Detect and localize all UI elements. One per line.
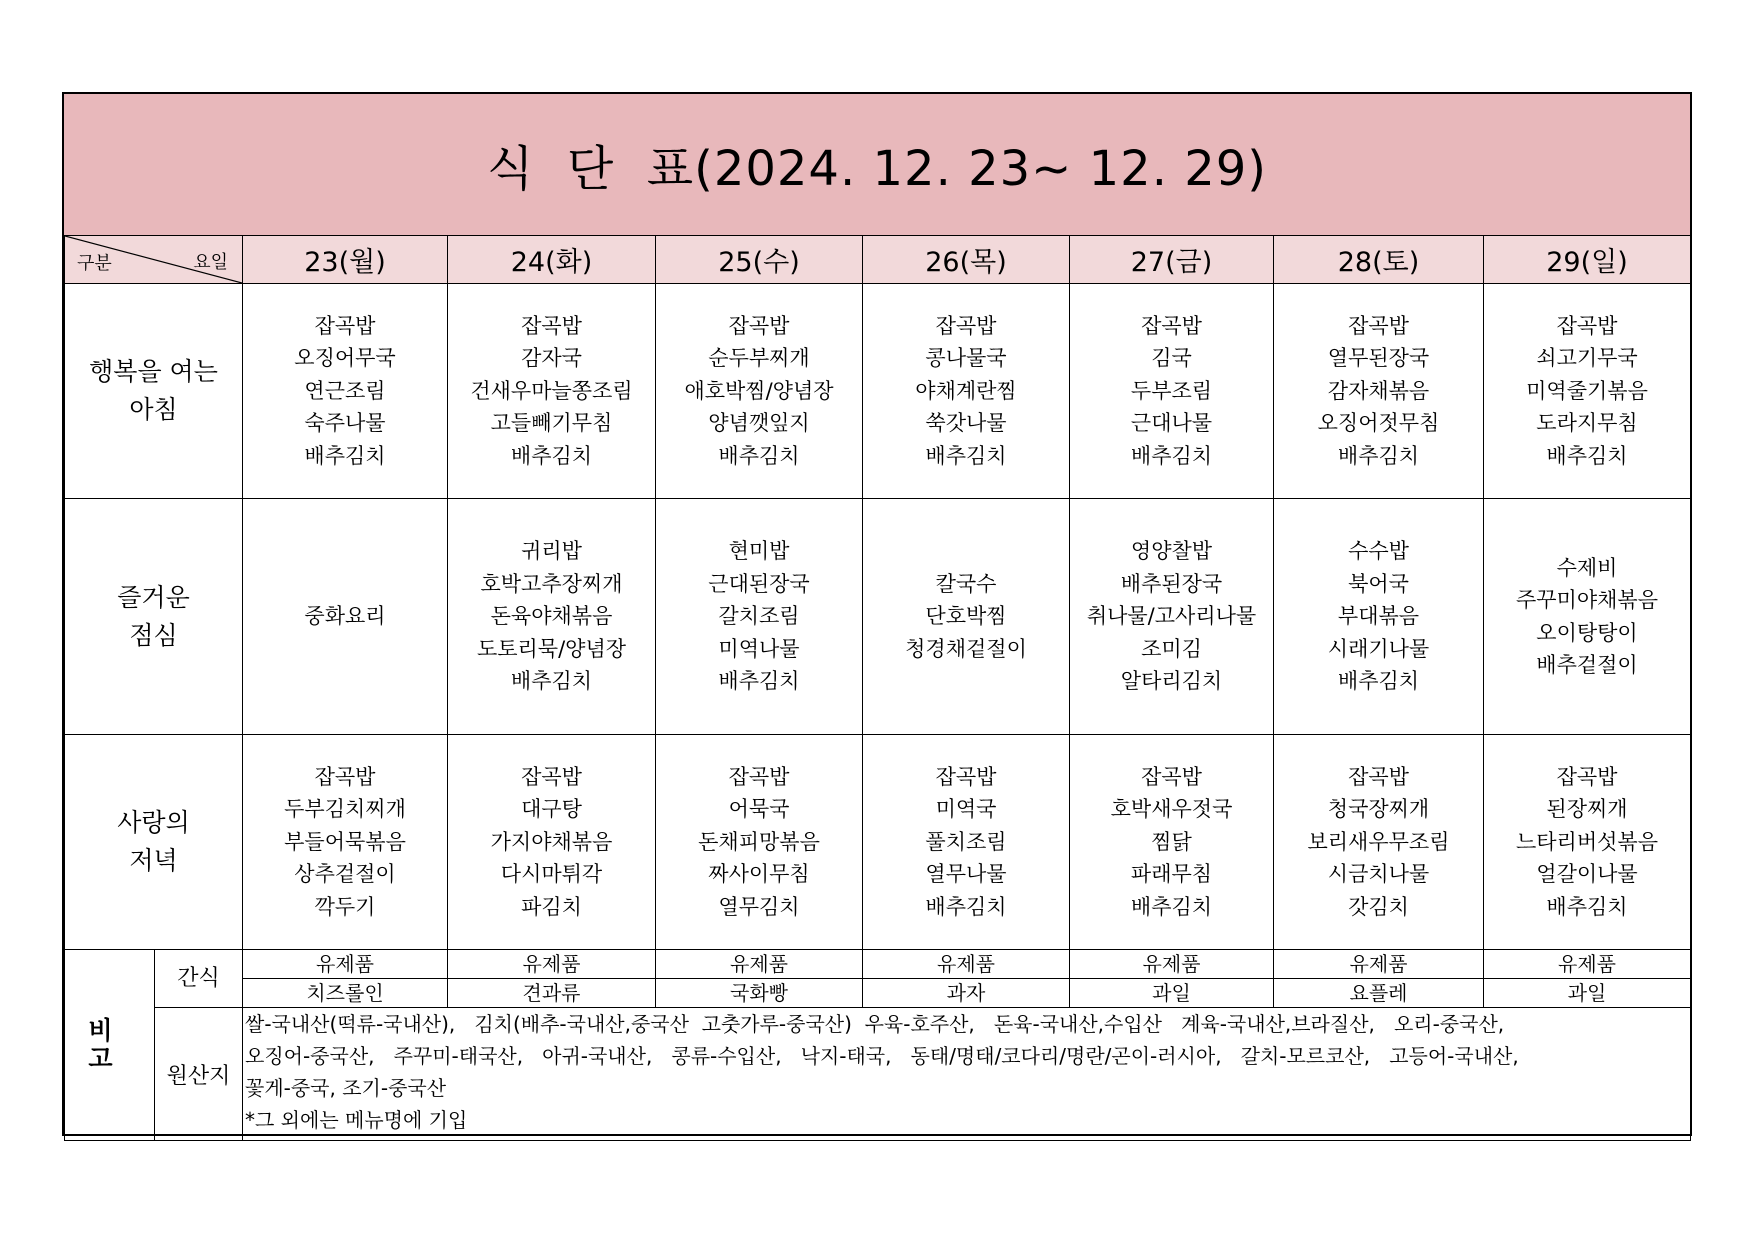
dish-item: 잡곡밥 — [1141, 764, 1202, 789]
dish-item: 양념깻잎지 — [708, 411, 810, 436]
dish-item: 잡곡밥 — [1348, 313, 1409, 338]
dish-item: 감자채볶음 — [1327, 378, 1430, 403]
day-header: 25(수) — [656, 236, 863, 284]
dish-item: 주꾸미야채볶음 — [1515, 588, 1658, 612]
dish-item: 취나물/고사리나물 — [1086, 604, 1257, 629]
dish-item: 배추김치 — [304, 443, 386, 468]
menu-cell — [1070, 284, 1274, 499]
dish-item: 어묵국 — [728, 797, 790, 822]
dish-item: 두부김치찌개 — [284, 797, 406, 822]
dish-item: 갈치조림 — [718, 604, 800, 629]
menu-cell — [656, 735, 863, 950]
dish-item: 배추김치 — [1130, 894, 1213, 919]
day-header: 24(화) — [448, 236, 656, 284]
origin-row — [65, 1008, 1691, 1141]
dish-item: 도토리묵/양념장 — [476, 636, 627, 661]
dish-item: 상추겉절이 — [294, 862, 396, 887]
dish-item: 알타리김치 — [1120, 669, 1223, 694]
dish-item: 배추김치 — [718, 443, 800, 468]
dish-item: 시래기나물 — [1327, 636, 1430, 661]
corner-category-label: 구분 — [77, 253, 112, 274]
dish-item: 귀리밥 — [521, 539, 582, 564]
origin-text — [243, 1008, 1691, 1141]
snack-cell: 과자 — [863, 979, 1070, 1008]
menu-cell — [448, 499, 656, 735]
menu-cell — [243, 735, 448, 950]
dish-item: 풀치조림 — [925, 829, 1007, 854]
origin-line: 꽃게-중국, 조기-중국산 — [245, 1076, 447, 1100]
dish-item: 돈채피망볶음 — [698, 829, 820, 854]
dish-item: 오징어무국 — [294, 346, 396, 371]
dish-item: 부대볶음 — [1337, 604, 1420, 629]
breakfast-label: 행복을 여는 아침 — [65, 284, 243, 499]
dish-item: 배추김치 — [925, 894, 1007, 919]
dish-item: 대구탕 — [521, 797, 582, 822]
dish-item: 파김치 — [521, 894, 582, 919]
dish-item: 짜사이무침 — [708, 862, 810, 887]
dish-item: 배추김치 — [1130, 443, 1213, 468]
dish-item: 잡곡밥 — [314, 764, 376, 789]
dish-item: 숙주나물 — [304, 411, 386, 436]
menu-cell — [1274, 284, 1484, 499]
dish-item: 시금치나물 — [1327, 862, 1430, 887]
snack-row-1 — [65, 950, 1691, 979]
origin-line: 쌀-국내산(떡류-국내산), 김치(배추-국내산,중국산 고춧가루-중국산) 우육-호주산, 돈육-국내산,수입산 계육-국내산,브라질산, 오리-중국산, — [245, 1012, 1505, 1036]
origin-line: 오징어-중국산, 주꾸미-태국산, 아귀-국내산, 콩류-수입산, 낙지-태국, 동태/명태/코다리/명란/곤이-러시아, 갈치-모르코산, 고등어-국내산, — [245, 1044, 1519, 1068]
menu-cell — [863, 735, 1070, 950]
dish-item: 호박고추장찌개 — [480, 571, 623, 596]
breakfast-row — [65, 284, 1691, 499]
dish-item: 배추겉절이 — [1536, 653, 1638, 677]
dish-item: 수제비 — [1556, 555, 1618, 580]
dish-item: 애호박찜/양념장 — [684, 378, 834, 403]
dish-item: 잡곡밥 — [1556, 764, 1618, 789]
dish-item: 배추김치 — [718, 669, 800, 694]
dish-item: 잡곡밥 — [935, 313, 997, 338]
dish-item: 잡곡밥 — [521, 764, 582, 789]
dish-item: 잡곡밥 — [1141, 313, 1202, 338]
menu-cell — [656, 284, 863, 499]
menu-cell — [1070, 499, 1274, 735]
day-header: 23(월) — [243, 236, 448, 284]
dish-item: 근대나물 — [1130, 411, 1213, 436]
dish-item: 청경채겉절이 — [905, 636, 1027, 661]
dish-item: 배추김치 — [1546, 443, 1628, 468]
day-header: 28(토) — [1274, 236, 1484, 284]
corner-cell — [65, 236, 243, 284]
dish-item: 근대된장국 — [708, 571, 810, 596]
snack-cell: 유제품 — [656, 950, 863, 979]
dish-item: 쇠고기무국 — [1536, 346, 1638, 371]
snack-cell: 국화빵 — [656, 979, 863, 1008]
snack-cell: 유제품 — [1070, 950, 1274, 979]
snack-cell: 유제품 — [863, 950, 1070, 979]
day-header: 27(금) — [1070, 236, 1274, 284]
dish-item: 중화요리 — [304, 604, 386, 629]
lunch-row — [65, 499, 1691, 735]
dish-item: 북어국 — [1348, 571, 1409, 596]
snack-cell: 치즈롤인 — [243, 979, 448, 1008]
dish-item: 쑥갓나물 — [925, 411, 1007, 436]
menu-cell — [1484, 284, 1691, 499]
dish-item: 잡곡밥 — [1556, 313, 1618, 338]
dish-item: 도라지무침 — [1536, 411, 1638, 436]
dish-item: 파래무침 — [1130, 862, 1213, 887]
dish-item: 건새우마늘쫑조림 — [470, 378, 633, 403]
snack-cell: 요플레 — [1274, 979, 1484, 1008]
remarks-label: 비 고 — [65, 950, 155, 1141]
dish-item: 가지야채볶음 — [490, 829, 613, 854]
dish-item: 잡곡밥 — [1348, 764, 1409, 789]
dish-item: 갓김치 — [1348, 894, 1409, 919]
dish-item: 부들어묵볶음 — [284, 829, 406, 854]
menu-cell — [448, 284, 656, 499]
menu-sheet — [62, 92, 1692, 1136]
menu-table — [64, 235, 1691, 1141]
dish-item: 콩나물국 — [925, 346, 1007, 371]
dinner-label: 사랑의 저녁 — [65, 735, 243, 950]
menu-cell — [1484, 499, 1691, 735]
menu-cell — [243, 499, 448, 735]
dish-item: 현미밥 — [728, 539, 790, 564]
dish-item: 호박새우젓국 — [1110, 797, 1233, 822]
dish-item: 영양찰밥 — [1130, 539, 1213, 564]
snack-cell: 과일 — [1070, 979, 1274, 1008]
menu-cell — [1070, 735, 1274, 950]
snack-cell: 유제품 — [1484, 950, 1691, 979]
origin-line: *그 외에는 메뉴명에 기입 — [245, 1108, 468, 1132]
dish-item: 수수밥 — [1348, 539, 1409, 564]
lunch-label: 즐거운 점심 — [65, 499, 243, 735]
dish-item: 단호박찜 — [925, 604, 1007, 629]
dish-item: 고들빼기무침 — [490, 411, 613, 436]
day-header: 26(목) — [863, 236, 1070, 284]
dish-item: 열무나물 — [925, 862, 1007, 887]
dinner-row — [65, 735, 1691, 950]
dish-item: 미역나물 — [718, 636, 800, 661]
menu-cell — [1274, 735, 1484, 950]
dish-item: 오징어젓무침 — [1317, 411, 1440, 436]
dish-item: 배추된장국 — [1120, 571, 1223, 596]
dish-item: 배추김치 — [925, 443, 1007, 468]
header-row — [65, 236, 1691, 284]
page-title: 식 단 표(2024. 12. 23~ 12. 29) — [486, 141, 1268, 197]
menu-cell — [243, 284, 448, 499]
dish-item: 미역국 — [935, 797, 997, 822]
dish-item: 칼국수 — [935, 571, 997, 596]
menu-cell — [656, 499, 863, 735]
dish-item: 배추김치 — [510, 669, 593, 694]
dish-item: 된장찌개 — [1546, 797, 1628, 822]
menu-cell — [1274, 499, 1484, 735]
snack-cell: 유제품 — [243, 950, 448, 979]
menu-cell — [863, 284, 1070, 499]
dish-item: 야채계란찜 — [915, 378, 1017, 403]
day-header: 29(일) — [1484, 236, 1691, 284]
menu-cell — [448, 735, 656, 950]
dish-item: 순두부찌개 — [708, 346, 810, 371]
title-band — [64, 94, 1690, 236]
dish-item: 미역줄기볶음 — [1526, 378, 1648, 403]
dish-item: 느타리버섯볶음 — [1515, 829, 1658, 854]
corner-weekday-label: 요일 — [193, 252, 228, 273]
snack-cell: 유제품 — [1274, 950, 1484, 979]
dish-item: 조미김 — [1141, 636, 1202, 661]
dish-item: 잡곡밥 — [314, 313, 376, 338]
snack-row-2 — [65, 979, 1691, 1008]
dish-item: 오이탕탕이 — [1536, 620, 1638, 645]
dish-item: 김국 — [1151, 346, 1192, 371]
dish-item: 돈육야채볶음 — [490, 604, 613, 629]
dish-item: 감자국 — [521, 346, 582, 371]
dish-item: 잡곡밥 — [728, 764, 790, 789]
dish-item: 보리새우무조림 — [1307, 829, 1450, 854]
dish-item: 열무된장국 — [1327, 346, 1430, 371]
snack-cell: 견과류 — [448, 979, 656, 1008]
dish-item: 청국장찌개 — [1327, 797, 1430, 822]
dish-item: 연근조림 — [304, 378, 386, 403]
snack-cell: 과일 — [1484, 979, 1691, 1008]
dish-item: 배추김치 — [1337, 443, 1420, 468]
dish-item: 찜닭 — [1151, 829, 1192, 854]
dish-item: 배추김치 — [1337, 669, 1420, 694]
menu-cell — [1484, 735, 1691, 950]
dish-item: 얼갈이나물 — [1536, 862, 1638, 887]
dish-item: 잡곡밥 — [521, 313, 582, 338]
dish-item: 다시마튀각 — [500, 862, 603, 887]
dish-item: 잡곡밥 — [935, 764, 997, 789]
dish-item: 잡곡밥 — [728, 313, 790, 338]
dish-item: 깍두기 — [314, 894, 376, 919]
snack-cell: 유제품 — [448, 950, 656, 979]
dish-item: 배추김치 — [1546, 894, 1628, 919]
dish-item: 열무김치 — [718, 894, 800, 919]
snack-label: 간식 — [155, 950, 243, 1008]
dish-item: 배추김치 — [510, 443, 593, 468]
origin-label: 원산지 — [155, 1008, 243, 1141]
dish-item: 두부조림 — [1130, 378, 1213, 403]
menu-cell — [863, 499, 1070, 735]
